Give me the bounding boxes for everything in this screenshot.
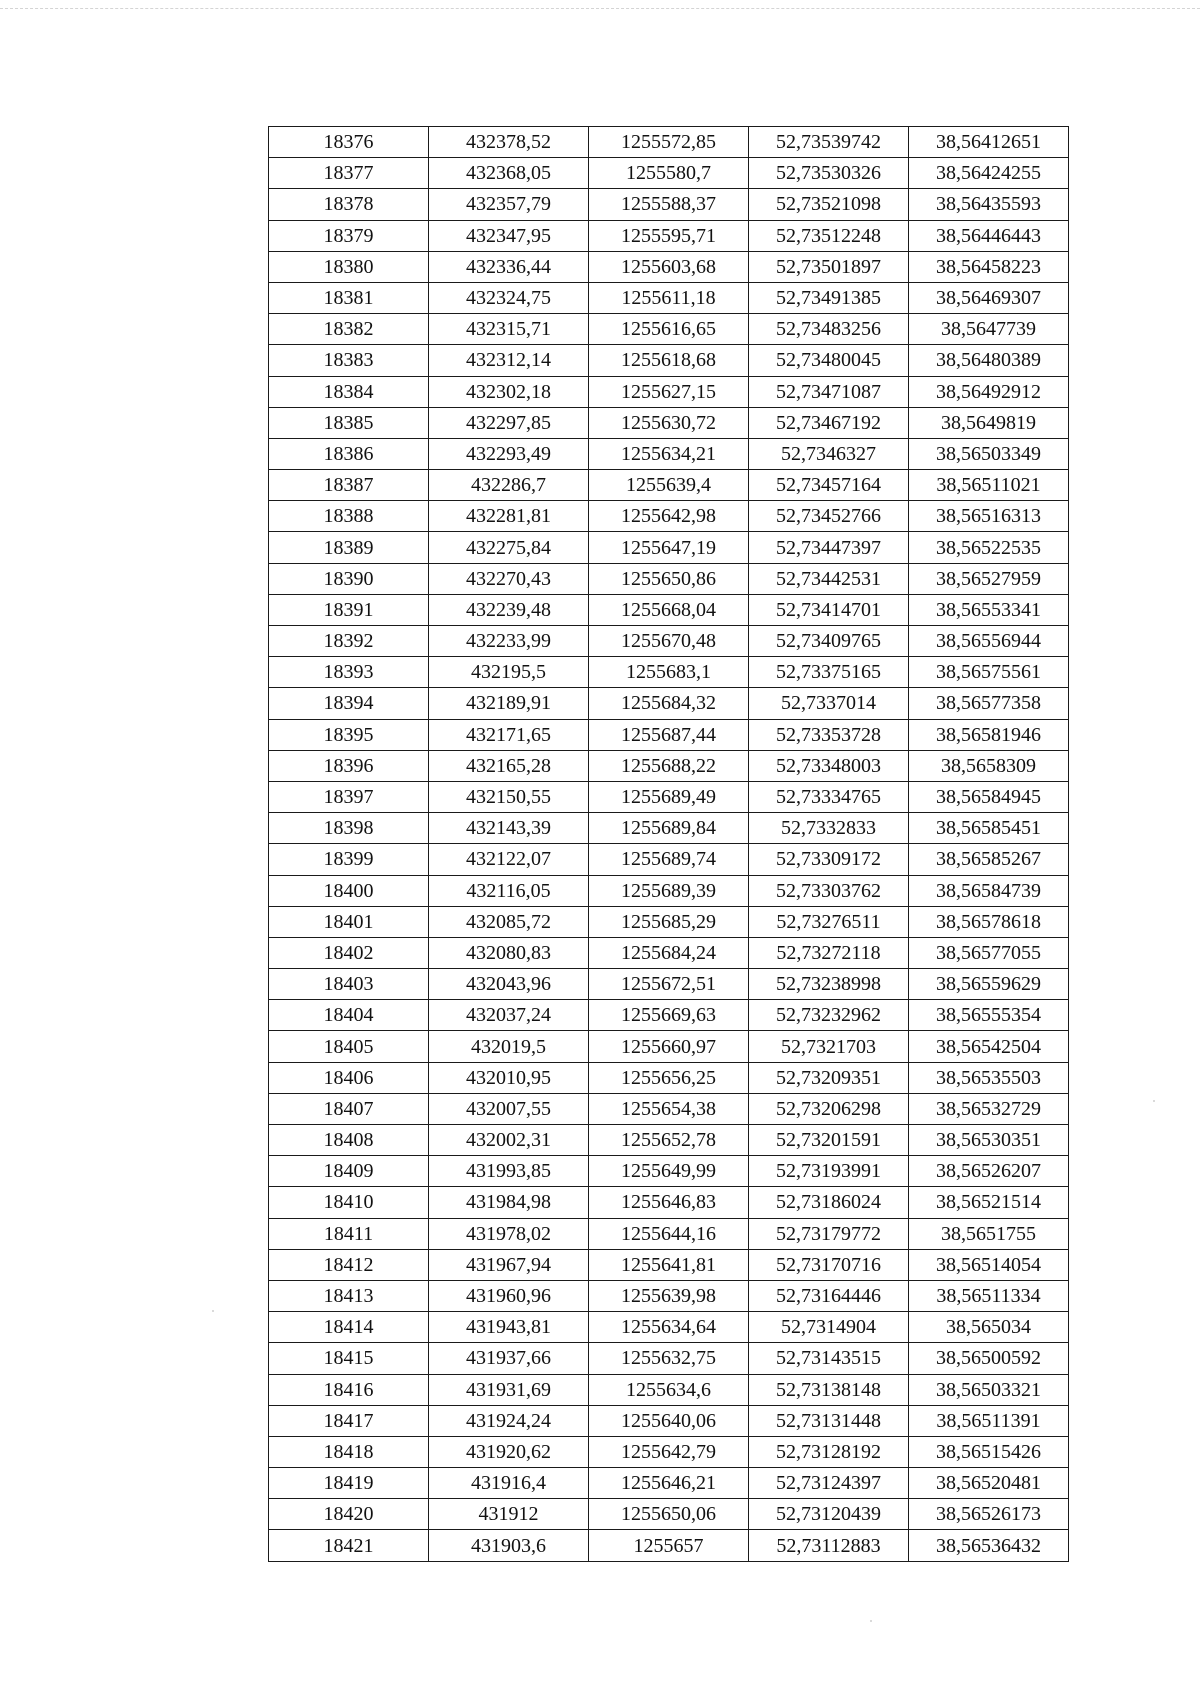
x-coordinate-cell: 432293,49 [429,438,589,469]
point-number-cell: 18383 [269,345,429,376]
point-number-cell: 18408 [269,1125,429,1156]
table-row [269,1468,1069,1499]
x-coordinate-cell: 432336,44 [429,251,589,282]
point-number-cell: 18376 [269,127,429,158]
x-coordinate-cell: 431967,94 [429,1249,589,1280]
latitude-cell: 52,73512248 [749,220,909,251]
x-coordinate-cell: 432368,05 [429,158,589,189]
longitude-cell: 38,56575561 [909,657,1069,688]
y-coordinate-cell: 1255649,99 [589,1156,749,1187]
point-number-cell: 18389 [269,532,429,563]
point-number-cell: 18390 [269,563,429,594]
table-row [269,438,1069,469]
latitude-cell: 52,73539742 [749,127,909,158]
y-coordinate-cell: 1255627,15 [589,376,749,407]
longitude-cell: 38,56500592 [909,1343,1069,1374]
coordinates-table [268,126,1069,1562]
longitude-cell: 38,56535503 [909,1062,1069,1093]
y-coordinate-cell: 1255580,7 [589,158,749,189]
longitude-cell: 38,56503349 [909,438,1069,469]
y-coordinate-cell: 1255611,18 [589,282,749,313]
y-coordinate-cell: 1255688,22 [589,750,749,781]
x-coordinate-cell: 432143,39 [429,813,589,844]
latitude-cell: 52,73334765 [749,781,909,812]
x-coordinate-cell: 432286,7 [429,470,589,501]
coordinates-table-body [269,127,1069,1562]
point-number-cell: 18404 [269,1000,429,1031]
y-coordinate-cell: 1255644,16 [589,1218,749,1249]
y-coordinate-cell: 1255642,79 [589,1436,749,1467]
table-row [269,937,1069,968]
y-coordinate-cell: 1255684,24 [589,937,749,968]
y-coordinate-cell: 1255689,49 [589,781,749,812]
y-coordinate-cell: 1255630,72 [589,407,749,438]
table-row [269,251,1069,282]
longitude-cell: 38,56492912 [909,376,1069,407]
table-row [269,1312,1069,1343]
longitude-cell: 38,56435593 [909,189,1069,220]
longitude-cell: 38,56555354 [909,1000,1069,1031]
point-number-cell: 18414 [269,1312,429,1343]
longitude-cell: 38,56521514 [909,1187,1069,1218]
y-coordinate-cell: 1255634,21 [589,438,749,469]
y-coordinate-cell: 1255618,68 [589,345,749,376]
longitude-cell: 38,56585451 [909,813,1069,844]
x-coordinate-cell: 432233,99 [429,626,589,657]
y-coordinate-cell: 1255639,4 [589,470,749,501]
longitude-cell: 38,56515426 [909,1436,1069,1467]
longitude-cell: 38,56553341 [909,594,1069,625]
longitude-cell: 38,56514054 [909,1249,1069,1280]
point-number-cell: 18417 [269,1405,429,1436]
table-row [269,1093,1069,1124]
point-number-cell: 18403 [269,969,429,1000]
longitude-cell: 38,56530351 [909,1125,1069,1156]
table-row [269,750,1069,781]
latitude-cell: 52,73112883 [749,1530,909,1561]
longitude-cell: 38,56424255 [909,158,1069,189]
point-number-cell: 18391 [269,594,429,625]
y-coordinate-cell: 1255634,6 [589,1374,749,1405]
scan-speck [870,1620,872,1622]
x-coordinate-cell: 432315,71 [429,314,589,345]
scan-speck [1153,1100,1155,1102]
latitude-cell: 52,73179772 [749,1218,909,1249]
longitude-cell: 38,56556944 [909,626,1069,657]
table-row [269,657,1069,688]
latitude-cell: 52,7337014 [749,688,909,719]
x-coordinate-cell: 432312,14 [429,345,589,376]
y-coordinate-cell: 1255632,75 [589,1343,749,1374]
latitude-cell: 52,73303762 [749,875,909,906]
point-number-cell: 18387 [269,470,429,501]
table-row [269,501,1069,532]
x-coordinate-cell: 431993,85 [429,1156,589,1187]
longitude-cell: 38,56532729 [909,1093,1069,1124]
longitude-cell: 38,56536432 [909,1530,1069,1561]
latitude-cell: 52,73409765 [749,626,909,657]
point-number-cell: 18384 [269,376,429,407]
latitude-cell: 52,73480045 [749,345,909,376]
longitude-cell: 38,56527959 [909,563,1069,594]
point-number-cell: 18397 [269,781,429,812]
latitude-cell: 52,73447397 [749,532,909,563]
x-coordinate-cell: 432007,55 [429,1093,589,1124]
y-coordinate-cell: 1255660,97 [589,1031,749,1062]
longitude-cell: 38,56446443 [909,220,1069,251]
table-row [269,875,1069,906]
x-coordinate-cell: 431924,24 [429,1405,589,1436]
latitude-cell: 52,73467192 [749,407,909,438]
longitude-cell: 38,5649819 [909,407,1069,438]
y-coordinate-cell: 1255603,68 [589,251,749,282]
x-coordinate-cell: 431912 [429,1499,589,1530]
y-coordinate-cell: 1255634,64 [589,1312,749,1343]
x-coordinate-cell: 432116,05 [429,875,589,906]
x-coordinate-cell: 431943,81 [429,1312,589,1343]
point-number-cell: 18406 [269,1062,429,1093]
point-number-cell: 18415 [269,1343,429,1374]
table-row [269,594,1069,625]
latitude-cell: 52,73309172 [749,844,909,875]
latitude-cell: 52,73471087 [749,376,909,407]
table-row [269,220,1069,251]
point-number-cell: 18419 [269,1468,429,1499]
table-row [269,781,1069,812]
y-coordinate-cell: 1255689,39 [589,875,749,906]
longitude-cell: 38,56526173 [909,1499,1069,1530]
x-coordinate-cell: 432010,95 [429,1062,589,1093]
x-coordinate-cell: 432043,96 [429,969,589,1000]
y-coordinate-cell: 1255668,04 [589,594,749,625]
latitude-cell: 52,73521098 [749,189,909,220]
table-row [269,1156,1069,1187]
x-coordinate-cell: 431903,6 [429,1530,589,1561]
table-row [269,158,1069,189]
table-row [269,1374,1069,1405]
table-row [269,407,1069,438]
x-coordinate-cell: 432171,65 [429,719,589,750]
longitude-cell: 38,56511021 [909,470,1069,501]
y-coordinate-cell: 1255685,29 [589,906,749,937]
point-number-cell: 18413 [269,1280,429,1311]
point-number-cell: 18394 [269,688,429,719]
latitude-cell: 52,73491385 [749,282,909,313]
table-row [269,1405,1069,1436]
latitude-cell: 52,73414701 [749,594,909,625]
point-number-cell: 18410 [269,1187,429,1218]
y-coordinate-cell: 1255642,98 [589,501,749,532]
point-number-cell: 18392 [269,626,429,657]
table-row [269,282,1069,313]
point-number-cell: 18396 [269,750,429,781]
longitude-cell: 38,56511391 [909,1405,1069,1436]
point-number-cell: 18388 [269,501,429,532]
latitude-cell: 52,73238998 [749,969,909,1000]
latitude-cell: 52,73186024 [749,1187,909,1218]
table-row [269,1530,1069,1561]
longitude-cell: 38,56503321 [909,1374,1069,1405]
point-number-cell: 18385 [269,407,429,438]
latitude-cell: 52,7332833 [749,813,909,844]
table-row [269,1031,1069,1062]
longitude-cell: 38,56480389 [909,345,1069,376]
point-number-cell: 18386 [269,438,429,469]
longitude-cell: 38,56585267 [909,844,1069,875]
latitude-cell: 52,73206298 [749,1093,909,1124]
x-coordinate-cell: 432357,79 [429,189,589,220]
table-row [269,1000,1069,1031]
longitude-cell: 38,5651755 [909,1218,1069,1249]
latitude-cell: 52,73201591 [749,1125,909,1156]
x-coordinate-cell: 432019,5 [429,1031,589,1062]
table-row [269,1125,1069,1156]
latitude-cell: 52,73128192 [749,1436,909,1467]
point-number-cell: 18381 [269,282,429,313]
longitude-cell: 38,56522535 [909,532,1069,563]
point-number-cell: 18416 [269,1374,429,1405]
y-coordinate-cell: 1255650,86 [589,563,749,594]
point-number-cell: 18405 [269,1031,429,1062]
table-row [269,719,1069,750]
table-row [269,813,1069,844]
x-coordinate-cell: 432002,31 [429,1125,589,1156]
latitude-cell: 52,7314904 [749,1312,909,1343]
table-row [269,1436,1069,1467]
table-row [269,969,1069,1000]
table-row [269,688,1069,719]
point-number-cell: 18379 [269,220,429,251]
longitude-cell: 38,56584945 [909,781,1069,812]
longitude-cell: 38,56577358 [909,688,1069,719]
longitude-cell: 38,565034 [909,1312,1069,1343]
x-coordinate-cell: 432324,75 [429,282,589,313]
y-coordinate-cell: 1255646,21 [589,1468,749,1499]
y-coordinate-cell: 1255669,63 [589,1000,749,1031]
table-row [269,844,1069,875]
latitude-cell: 52,73120439 [749,1499,909,1530]
y-coordinate-cell: 1255657 [589,1530,749,1561]
y-coordinate-cell: 1255646,83 [589,1187,749,1218]
point-number-cell: 18420 [269,1499,429,1530]
point-number-cell: 18395 [269,719,429,750]
x-coordinate-cell: 432122,07 [429,844,589,875]
point-number-cell: 18407 [269,1093,429,1124]
x-coordinate-cell: 431978,02 [429,1218,589,1249]
y-coordinate-cell: 1255652,78 [589,1125,749,1156]
latitude-cell: 52,73209351 [749,1062,909,1093]
scan-top-edge [0,8,1200,9]
table-row [269,127,1069,158]
point-number-cell: 18393 [269,657,429,688]
longitude-cell: 38,56516313 [909,501,1069,532]
point-number-cell: 18409 [269,1156,429,1187]
x-coordinate-cell: 431960,96 [429,1280,589,1311]
y-coordinate-cell: 1255639,98 [589,1280,749,1311]
y-coordinate-cell: 1255641,81 [589,1249,749,1280]
point-number-cell: 18418 [269,1436,429,1467]
x-coordinate-cell: 432037,24 [429,1000,589,1031]
x-coordinate-cell: 432085,72 [429,906,589,937]
longitude-cell: 38,56559629 [909,969,1069,1000]
x-coordinate-cell: 432270,43 [429,563,589,594]
longitude-cell: 38,56511334 [909,1280,1069,1311]
y-coordinate-cell: 1255684,32 [589,688,749,719]
table-row [269,1218,1069,1249]
x-coordinate-cell: 431937,66 [429,1343,589,1374]
x-coordinate-cell: 432165,28 [429,750,589,781]
latitude-cell: 52,73375165 [749,657,909,688]
x-coordinate-cell: 432281,81 [429,501,589,532]
latitude-cell: 52,73272118 [749,937,909,968]
x-coordinate-cell: 432189,91 [429,688,589,719]
y-coordinate-cell: 1255672,51 [589,969,749,1000]
table-row [269,626,1069,657]
latitude-cell: 52,73530326 [749,158,909,189]
longitude-cell: 38,56578618 [909,906,1069,937]
y-coordinate-cell: 1255689,84 [589,813,749,844]
table-row [269,470,1069,501]
latitude-cell: 52,73232962 [749,1000,909,1031]
table-row [269,563,1069,594]
point-number-cell: 18400 [269,875,429,906]
longitude-cell: 38,56412651 [909,127,1069,158]
x-coordinate-cell: 432297,85 [429,407,589,438]
latitude-cell: 52,73143515 [749,1343,909,1374]
latitude-cell: 52,73501897 [749,251,909,282]
y-coordinate-cell: 1255647,19 [589,532,749,563]
x-coordinate-cell: 432275,84 [429,532,589,563]
point-number-cell: 18421 [269,1530,429,1561]
x-coordinate-cell: 432302,18 [429,376,589,407]
point-number-cell: 18411 [269,1218,429,1249]
table-row [269,314,1069,345]
x-coordinate-cell: 432347,95 [429,220,589,251]
longitude-cell: 38,56581946 [909,719,1069,750]
y-coordinate-cell: 1255683,1 [589,657,749,688]
longitude-cell: 38,56542504 [909,1031,1069,1062]
longitude-cell: 38,5658309 [909,750,1069,781]
y-coordinate-cell: 1255572,85 [589,127,749,158]
latitude-cell: 52,73124397 [749,1468,909,1499]
y-coordinate-cell: 1255650,06 [589,1499,749,1530]
scan-speck [212,1310,214,1312]
point-number-cell: 18401 [269,906,429,937]
latitude-cell: 52,73452766 [749,501,909,532]
longitude-cell: 38,56458223 [909,251,1069,282]
longitude-cell: 38,56520481 [909,1468,1069,1499]
x-coordinate-cell: 432239,48 [429,594,589,625]
longitude-cell: 38,56469307 [909,282,1069,313]
latitude-cell: 52,73193991 [749,1156,909,1187]
y-coordinate-cell: 1255687,44 [589,719,749,750]
point-number-cell: 18398 [269,813,429,844]
table-row [269,345,1069,376]
y-coordinate-cell: 1255670,48 [589,626,749,657]
longitude-cell: 38,56584739 [909,875,1069,906]
y-coordinate-cell: 1255656,25 [589,1062,749,1093]
y-coordinate-cell: 1255595,71 [589,220,749,251]
table-row [269,1249,1069,1280]
point-number-cell: 18382 [269,314,429,345]
x-coordinate-cell: 432080,83 [429,937,589,968]
point-number-cell: 18380 [269,251,429,282]
x-coordinate-cell: 432150,55 [429,781,589,812]
x-coordinate-cell: 431920,62 [429,1436,589,1467]
table-row [269,1343,1069,1374]
x-coordinate-cell: 431916,4 [429,1468,589,1499]
latitude-cell: 52,73131448 [749,1405,909,1436]
y-coordinate-cell: 1255654,38 [589,1093,749,1124]
latitude-cell: 52,73170716 [749,1249,909,1280]
table-row [269,189,1069,220]
table-row [269,532,1069,563]
table-row [269,906,1069,937]
longitude-cell: 38,56577055 [909,937,1069,968]
latitude-cell: 52,73353728 [749,719,909,750]
latitude-cell: 52,7321703 [749,1031,909,1062]
point-number-cell: 18402 [269,937,429,968]
table-row [269,1062,1069,1093]
point-number-cell: 18378 [269,189,429,220]
table-row [269,1499,1069,1530]
x-coordinate-cell: 432378,52 [429,127,589,158]
y-coordinate-cell: 1255689,74 [589,844,749,875]
longitude-cell: 38,5647739 [909,314,1069,345]
latitude-cell: 52,73483256 [749,314,909,345]
latitude-cell: 52,73138148 [749,1374,909,1405]
latitude-cell: 52,73276511 [749,906,909,937]
longitude-cell: 38,56526207 [909,1156,1069,1187]
y-coordinate-cell: 1255616,65 [589,314,749,345]
point-number-cell: 18412 [269,1249,429,1280]
x-coordinate-cell: 431984,98 [429,1187,589,1218]
table-row [269,1187,1069,1218]
latitude-cell: 52,7346327 [749,438,909,469]
x-coordinate-cell: 432195,5 [429,657,589,688]
table-row [269,376,1069,407]
point-number-cell: 18377 [269,158,429,189]
x-coordinate-cell: 431931,69 [429,1374,589,1405]
table-row [269,1280,1069,1311]
latitude-cell: 52,73164446 [749,1280,909,1311]
latitude-cell: 52,73442531 [749,563,909,594]
y-coordinate-cell: 1255640,06 [589,1405,749,1436]
latitude-cell: 52,73348003 [749,750,909,781]
latitude-cell: 52,73457164 [749,470,909,501]
y-coordinate-cell: 1255588,37 [589,189,749,220]
point-number-cell: 18399 [269,844,429,875]
